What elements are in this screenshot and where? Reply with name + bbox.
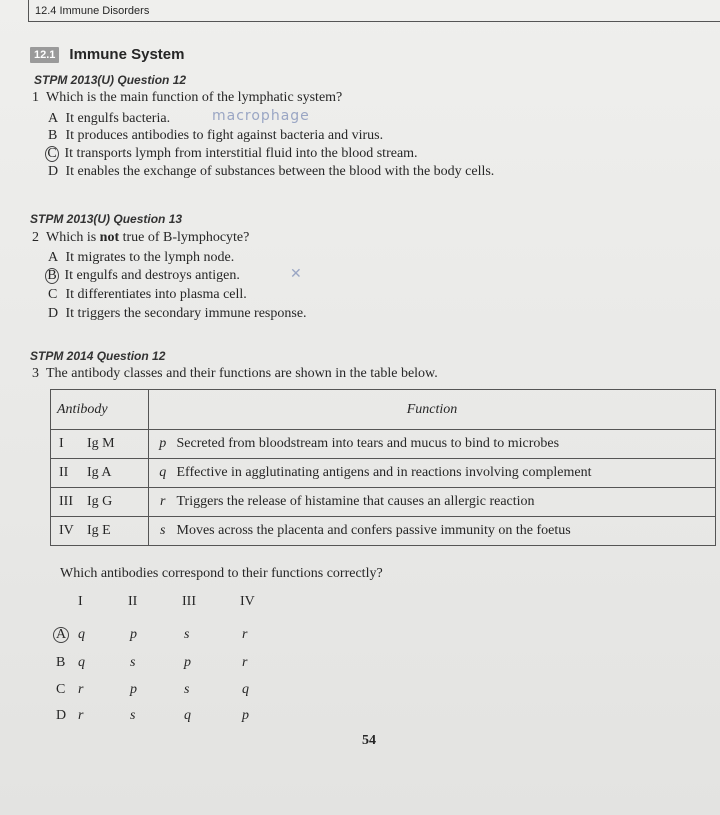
answer-header-i: I — [78, 594, 83, 609]
answer-value: s — [184, 682, 190, 697]
question-text-emphasis: not — [99, 230, 120, 245]
question-source: STPM 2013(U) Question 13 — [30, 212, 183, 226]
option-d[interactable] — [48, 164, 494, 180]
antibody-name: Ig M — [87, 436, 115, 451]
option-letter: D — [48, 164, 59, 179]
question-stem — [32, 90, 342, 106]
selected-option-circle: B — [45, 268, 59, 284]
option-d[interactable] — [48, 306, 307, 322]
section-title: Immune System — [69, 46, 185, 63]
option-c[interactable] — [48, 287, 247, 303]
option-c-selected[interactable] — [48, 146, 418, 162]
question-number: 2 — [32, 230, 39, 245]
option-text: It transports lymph from interstitial fluid into the blood stream. — [64, 146, 418, 161]
answer-header-iii: III — [182, 594, 196, 609]
question-stem — [32, 230, 249, 246]
question-text: The antibody classes and their functions are shown in the table below. — [46, 366, 438, 381]
function-text: Triggers the release of histamine that causes an allergic reaction — [171, 488, 716, 517]
option-text: It enables the exchange of substances between the blood with the body cells. — [65, 164, 495, 179]
answer-letter: B — [56, 655, 66, 670]
row-numeral: III — [59, 494, 73, 509]
column-header-function: Function — [149, 390, 716, 430]
table-row — [51, 459, 716, 488]
function-letter: p — [149, 430, 171, 459]
option-text: It engulfs and destroys antigen. — [64, 268, 240, 283]
answer-value: p — [130, 682, 137, 697]
answer-value: r — [78, 708, 84, 723]
function-letter: s — [149, 517, 171, 546]
column-header-antibody: Antibody — [51, 390, 149, 430]
function-text: Effective in agglutinating antigens and in reactions involving complement — [171, 459, 716, 488]
option-b-selected[interactable] — [48, 268, 240, 284]
row-numeral: II — [59, 465, 69, 480]
question-text-after: true of B-lymphocyte? — [119, 230, 250, 245]
question-text: Which is the main function of the lymphatic system? — [46, 90, 343, 105]
option-letter: A — [48, 111, 59, 126]
answer-value: q — [78, 655, 85, 670]
antibody-cell — [51, 517, 149, 546]
chapter-title: 12.4 Immune Disorders — [35, 5, 150, 17]
antibody-table — [50, 389, 716, 546]
table-row — [51, 517, 716, 546]
chapter-header — [28, 0, 720, 22]
option-text: It produces antibodies to fight against bacteria and virus. — [65, 128, 384, 143]
antibody-name: Ig E — [87, 523, 111, 538]
answer-value: p — [184, 655, 191, 670]
answer-prompt: Which antibodies correspond to their functions correctly? — [60, 566, 383, 581]
option-a[interactable] — [48, 111, 170, 127]
function-letter: q — [149, 459, 171, 488]
antibody-cell — [51, 430, 149, 459]
answer-value: s — [184, 627, 190, 642]
function-letter: r — [149, 488, 171, 517]
table-header-row — [51, 390, 716, 430]
page-number: 54 — [362, 733, 376, 748]
answer-header-ii: II — [128, 594, 138, 609]
question-source: STPM 2013(U) Question 12 — [34, 73, 187, 87]
option-a[interactable] — [48, 250, 234, 266]
answer-value: r — [242, 655, 248, 670]
answer-header-iv: IV — [240, 594, 255, 609]
answer-value: p — [130, 627, 137, 642]
function-text: Secreted from bloodstream into tears and mucus to bind to microbes — [171, 430, 716, 459]
table-row — [51, 488, 716, 517]
answer-value: r — [78, 682, 84, 697]
answer-value: p — [242, 708, 249, 723]
section-heading — [30, 46, 184, 63]
answer-value: q — [78, 627, 85, 642]
selected-option-circle: C — [45, 146, 59, 162]
answer-value: q — [184, 708, 191, 723]
option-text: It differentiates into plasma cell. — [65, 287, 247, 302]
option-letter: D — [48, 306, 59, 321]
cross-mark-icon: ✕ — [290, 266, 303, 282]
table-row — [51, 430, 716, 459]
antibody-name: Ig A — [87, 465, 112, 480]
selected-option-circle: A — [53, 627, 69, 643]
antibody-cell — [51, 459, 149, 488]
option-text: It engulfs bacteria. — [65, 111, 171, 126]
question-text-before: Which is — [46, 230, 100, 245]
option-b[interactable] — [48, 128, 383, 144]
antibody-cell — [51, 488, 149, 517]
question-stem — [32, 366, 438, 382]
answer-value: s — [130, 655, 136, 670]
option-letter: B — [48, 128, 58, 143]
row-numeral: IV — [59, 523, 74, 538]
handwritten-note: macrophage — [212, 108, 310, 124]
section-number: 12.1 — [30, 47, 59, 63]
option-text: It migrates to the lymph node. — [65, 250, 235, 265]
function-text: Moves across the placenta and confers passive immunity on the foetus — [171, 517, 716, 546]
answer-value: r — [242, 627, 248, 642]
row-numeral: I — [59, 436, 64, 451]
question-number: 1 — [32, 90, 39, 105]
antibody-name: Ig G — [87, 494, 113, 509]
question-number: 3 — [32, 366, 39, 381]
option-letter: A — [48, 250, 59, 265]
option-text: It triggers the secondary immune response. — [65, 306, 307, 321]
question-source: STPM 2014 Question 12 — [30, 349, 166, 363]
answer-letter: C — [56, 682, 66, 697]
answer-value: s — [130, 708, 136, 723]
option-letter: C — [48, 287, 58, 302]
answer-value: q — [242, 682, 249, 697]
answer-letter: D — [56, 708, 67, 723]
